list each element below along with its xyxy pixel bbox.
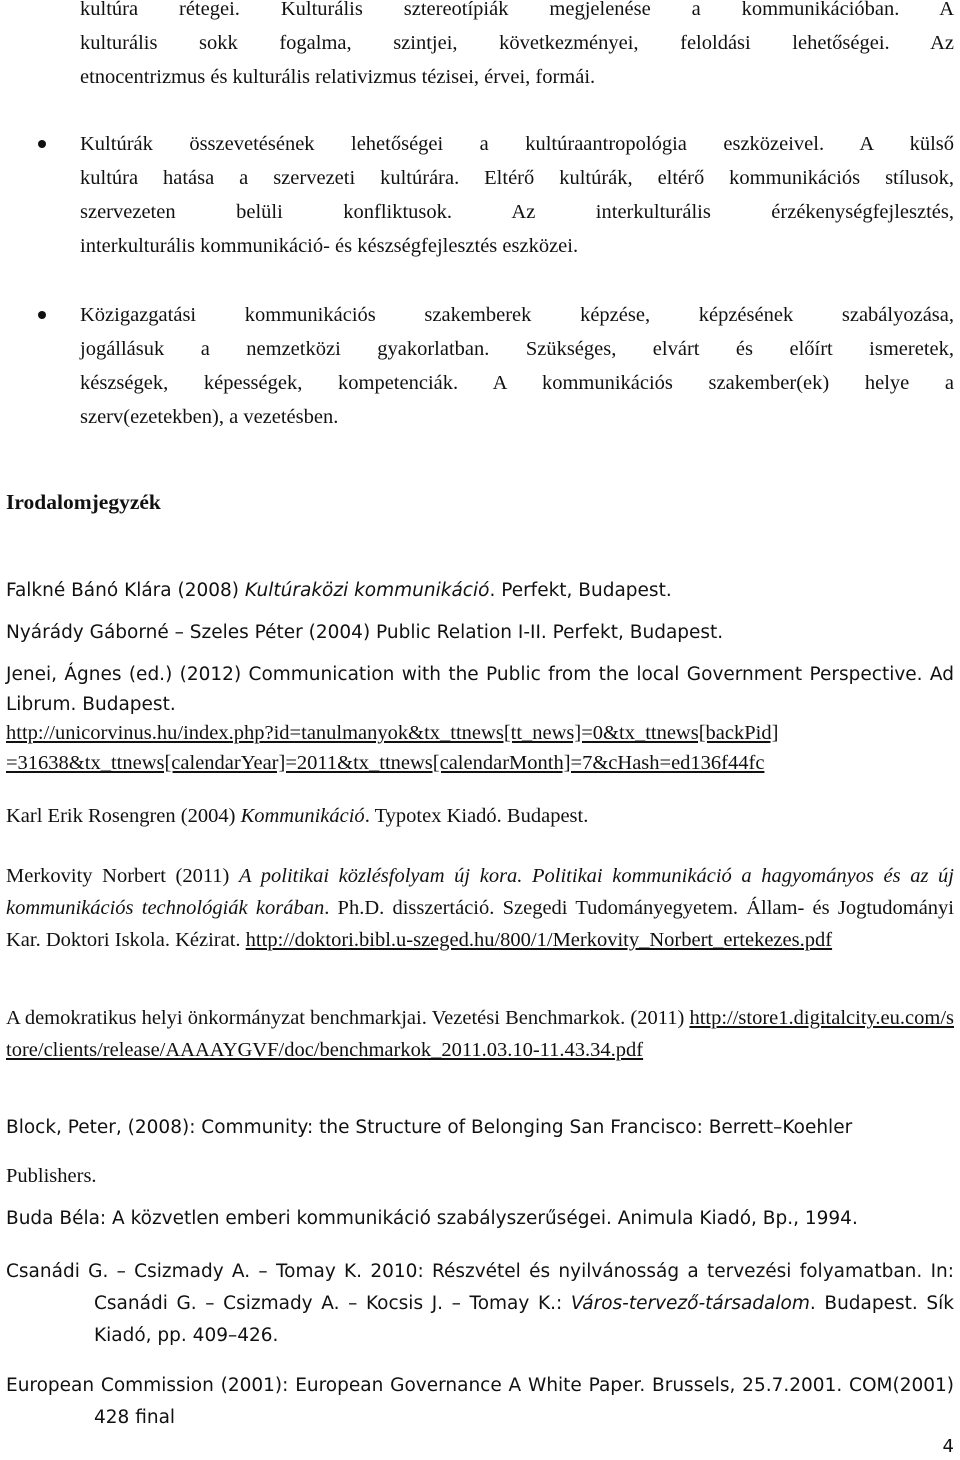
reference-link[interactable]: http://doktori.bibl.u-szeged.hu/800/1/Merkovity_Norbert_ertekezes.pdf bbox=[245, 929, 833, 951]
bullet-item-communication-specialists bbox=[80, 298, 954, 434]
reference-title: A politikai közlésfolyam új kora. Politikai kommunikáció a hagyományos és az új kommunikációs technológiák korában bbox=[6, 865, 954, 919]
reference-nyarady bbox=[6, 617, 954, 649]
paragraph-line: etnocentrizmus és kulturális relativizmus tézisei, érvei, formái. bbox=[80, 66, 596, 88]
reference-text: . Perfekt, Budapest. bbox=[489, 580, 672, 601]
reference-text: . Ph.D. disszertáció. Szegedi Tudományegyetem. Állam- és Jogtudományi Kar. Doktori Iskola. Kézirat. bbox=[6, 897, 955, 951]
reference-text: Karl Erik Rosengren (2004) bbox=[6, 805, 241, 827]
reference-link[interactable]: http://store1.digitalcity.eu.com/store/clients/release/AAAAYGVF/doc/benchmarkok_2011.03.10-11.43.34.pdf bbox=[6, 1007, 954, 1061]
reference-merkovity bbox=[6, 860, 954, 956]
reference-text: Block, Peter, (2008): Community: the Structure of Belonging San Francisco: Berrett–Koehler bbox=[6, 1117, 853, 1138]
reference-buda bbox=[6, 1203, 954, 1235]
paragraph-line: szervezeten belüli konfliktusok. Az interkulturális érzékenységfejlesztés, bbox=[80, 201, 954, 223]
paragraph-line: Kultúrák összevetésének lehetőségei a kultúraantropológia eszközeivel. A külső bbox=[80, 133, 954, 155]
bullet-dot bbox=[38, 311, 46, 319]
reference-text: Csanádi G. – Csizmady A. – Tomay K. 2010: Részvétel és nyilvánosság a tervezési folyamatban. In: Csanádi G. – Csizmady A. – Kocsis J. – Tomay K.: bbox=[6, 1261, 954, 1314]
page-number: 4 bbox=[942, 1436, 954, 1457]
reference-text: A demokratikus helyi önkormányzat benchmarkjai. Vezetési Benchmarkok. (2011) bbox=[6, 1007, 690, 1029]
reference-benchmark bbox=[6, 1002, 954, 1066]
reference-european-commission bbox=[6, 1370, 954, 1434]
paragraph-line: kultúra hatása a szervezeti kultúrára. Eltérő kultúrák, eltérő kommunikációs stílusok, bbox=[80, 167, 954, 189]
paragraph-line: készségek, képességek, kompetenciák. A kommunikációs szakember(ek) helye a bbox=[80, 372, 954, 394]
reference-falkne bbox=[6, 575, 954, 607]
reference-link[interactable]: http://unicorvinus.hu/index.php?id=tanulmanyok&tx_ttnews[tt_news]=0&tx_ttnews[backPid] bbox=[6, 722, 779, 744]
reference-text: European Commission (2001): European Governance A White Paper. Brussels, 25.7.2001. COM(2001) 428 final bbox=[6, 1375, 954, 1428]
reference-csanadi bbox=[6, 1256, 954, 1352]
paragraph-line: Közigazgatási kommunikációs szakemberek képzése, képzésének szabályozása, bbox=[80, 304, 954, 326]
reference-text: Falkné Bánó Klára (2008) bbox=[6, 580, 245, 601]
reference-jenei bbox=[6, 660, 954, 720]
reference-text: Publishers. bbox=[6, 1165, 97, 1187]
reference-text: . Budapest. Sík Kiadó, pp. 409–426. bbox=[94, 1293, 954, 1346]
reference-text: Jenei, Ágnes (ed.) (2012) Communication with the Public from the local Government Perspective. Ad Librum. Budapest. bbox=[6, 664, 954, 715]
reference-text: Nyárády Gáborné – Szeles Péter (2004) Public Relation I-II. Perfekt, Budapest. bbox=[6, 622, 724, 643]
reference-link[interactable]: =31638&tx_ttnews[calendarYear]=2011&tx_ttnews[calendarMonth]=7&cHash=ed136f44fc bbox=[6, 752, 765, 774]
reference-title: Város-tervező-társadalom bbox=[570, 1293, 810, 1314]
reference-text: Merkovity Norbert (2011) bbox=[6, 865, 239, 887]
reference-block bbox=[6, 1104, 954, 1200]
paragraph-line: szerv(ezetekben), a vezetésben. bbox=[80, 406, 339, 428]
continuation-paragraph bbox=[80, 0, 954, 94]
reference-text: . Typotex Kiadó. Budapest. bbox=[364, 805, 589, 827]
paragraph-line: interkulturális kommunikáció- és készségfejlesztés eszközei. bbox=[80, 235, 579, 257]
reference-title: Kommunikáció bbox=[240, 805, 365, 827]
reference-text: Buda Béla: A közvetlen emberi kommunikáció szabályszerűségei. Animula Kiadó, Bp., 1994. bbox=[6, 1208, 858, 1229]
reference-jenei-url[interactable] bbox=[6, 718, 954, 778]
reference-title: Kultúraközi kommunikáció bbox=[244, 580, 490, 601]
paragraph-line: kultúra rétegei. Kulturális sztereotípiák megjelenése a kommunikációban. A bbox=[80, 0, 954, 20]
paragraph-line: kulturális sokk fogalma, szintjei, következményei, feloldási lehetőségei. Az bbox=[80, 32, 954, 54]
bullet-dot bbox=[38, 140, 46, 148]
reference-rosengren bbox=[6, 800, 954, 832]
paragraph-line: jogállásuk a nemzetközi gyakorlatban. Szükséges, elvárt és előírt ismeretek, bbox=[80, 338, 954, 360]
bibliography-heading: Irodalomjegyzék bbox=[6, 490, 161, 514]
bullet-item-culture-comparison bbox=[80, 127, 954, 263]
